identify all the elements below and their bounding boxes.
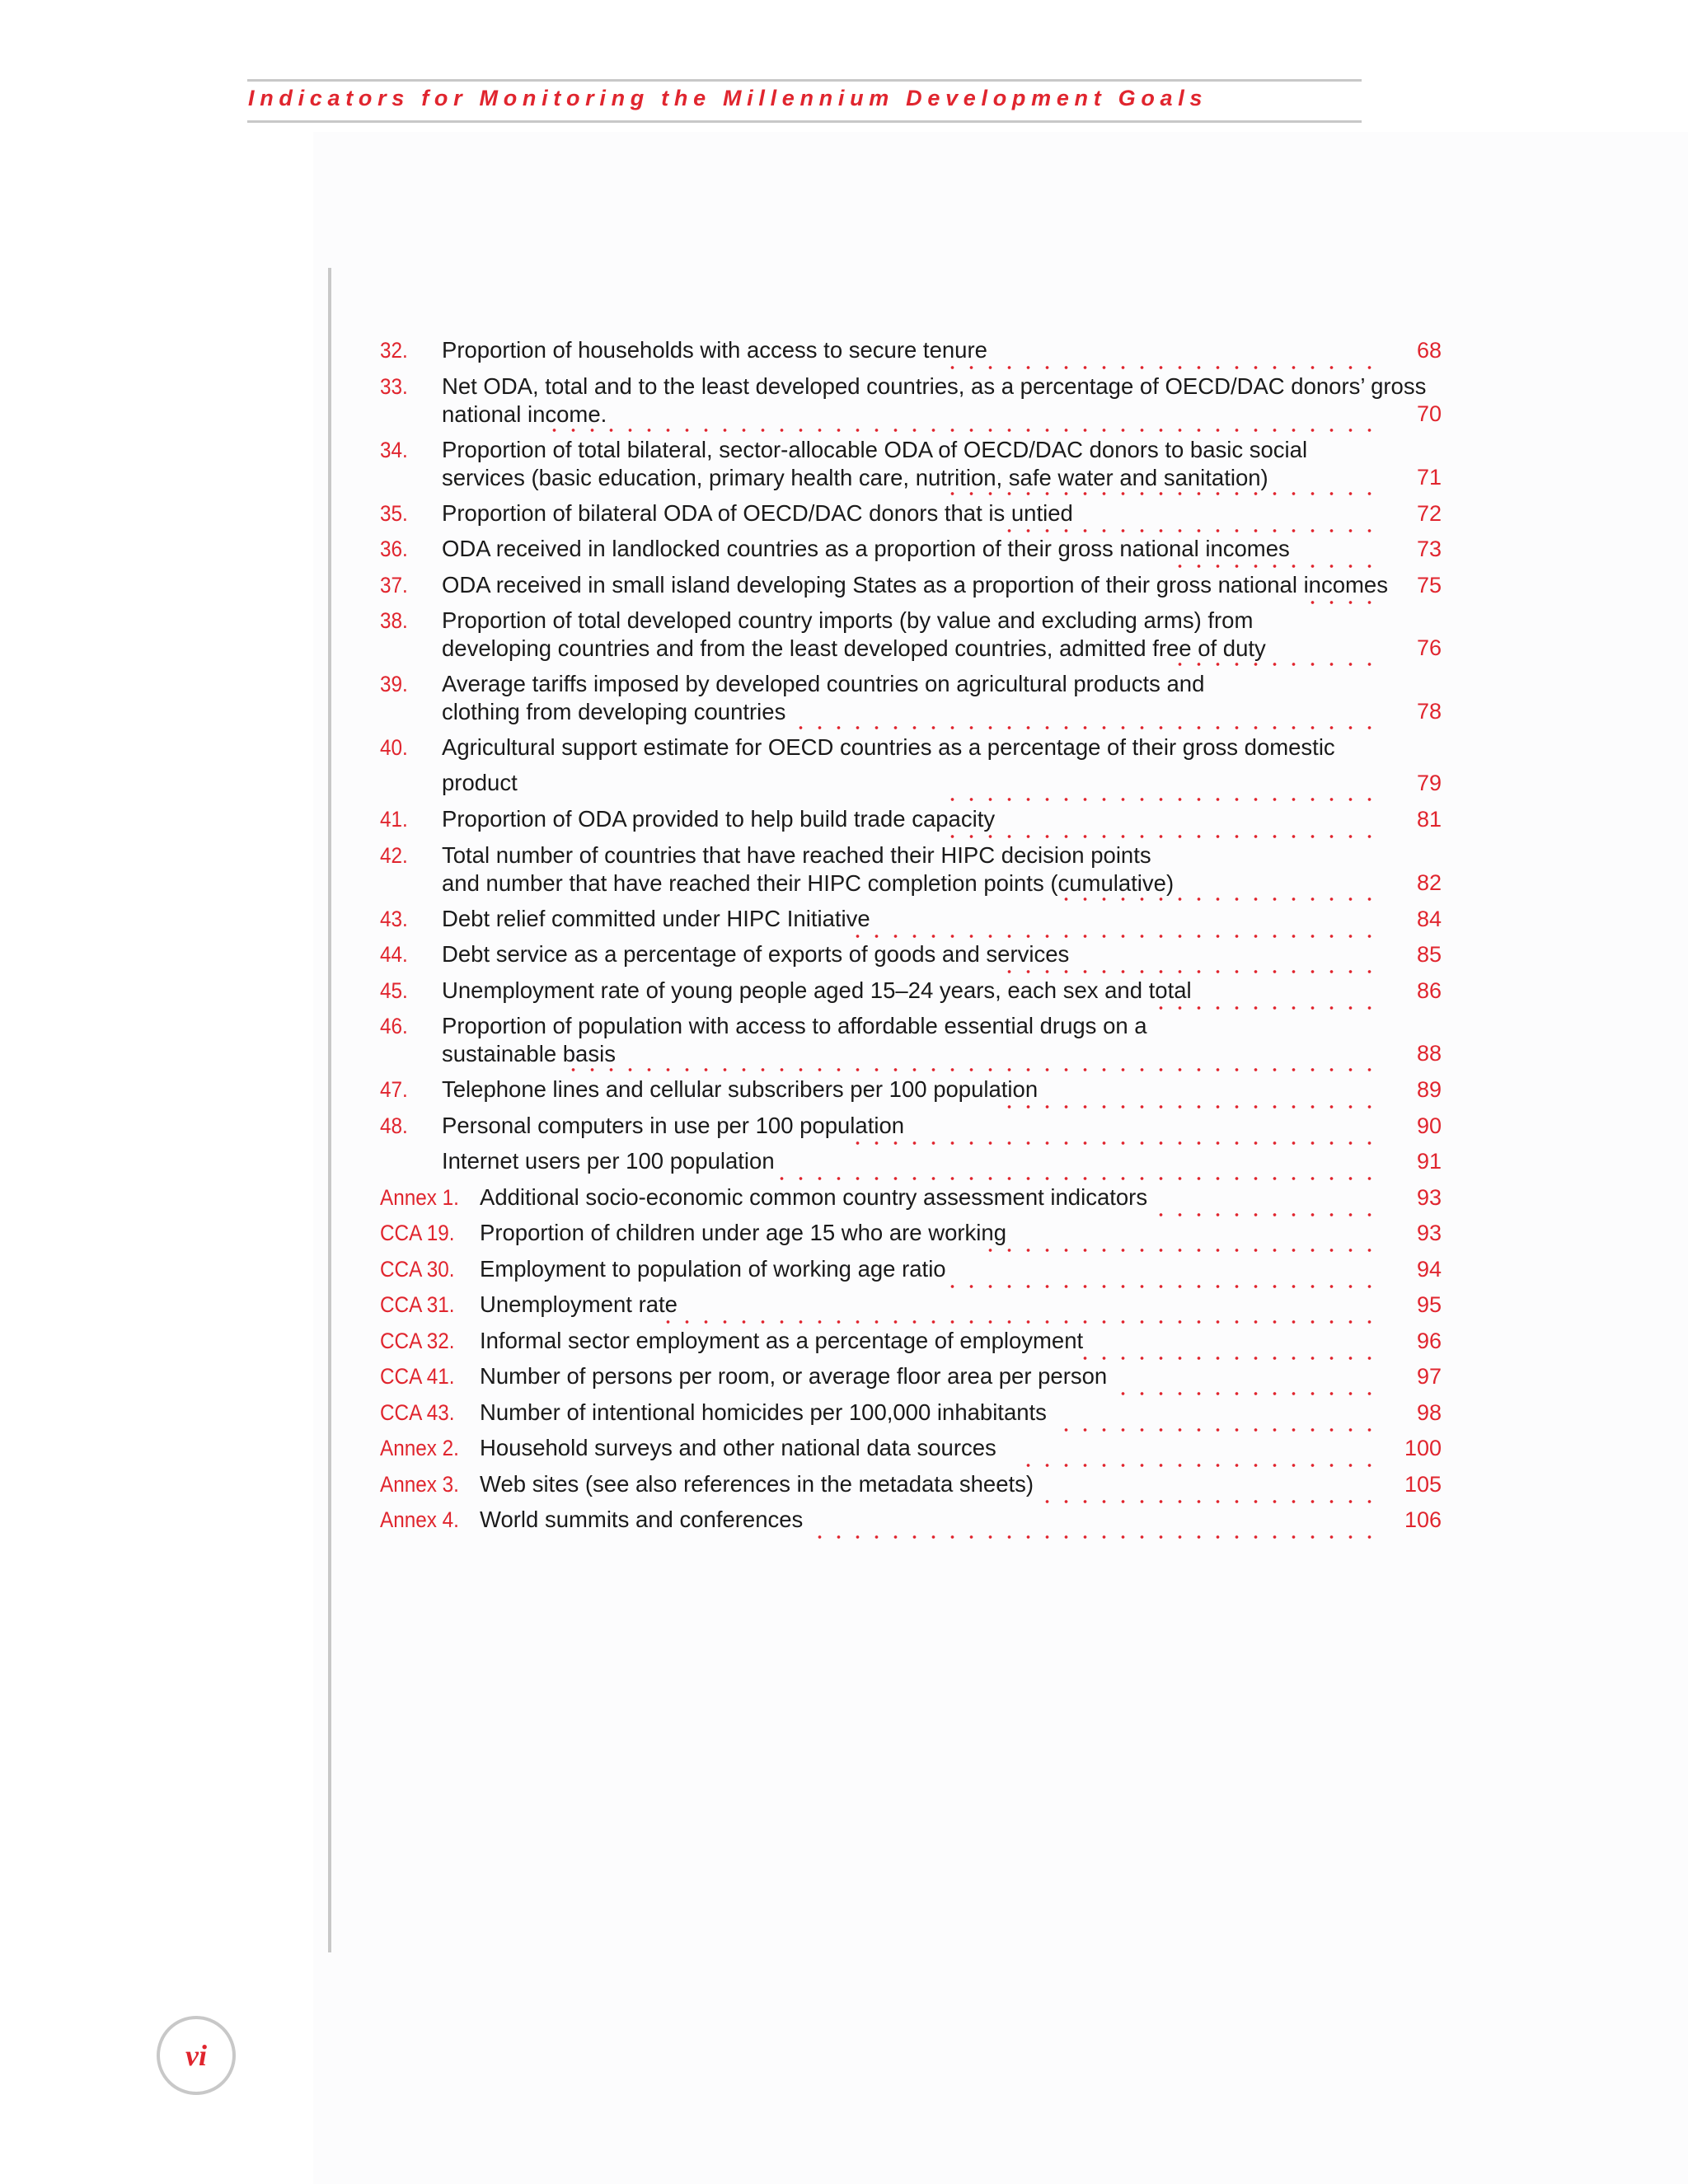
- toc-entry-title: [442, 373, 1427, 429]
- toc-entry-page[interactable]: 76: [1416, 635, 1442, 660]
- toc-entry[interactable]: [380, 436, 1443, 499]
- toc-entry-page[interactable]: 106: [1404, 1507, 1442, 1532]
- toc-entry-number: 43.: [380, 906, 408, 931]
- toc-entry-title: [480, 1183, 1436, 1212]
- toc-entry-page[interactable]: 97: [1416, 1364, 1442, 1389]
- toc-entry-title-line: sustainable basis: [442, 1041, 616, 1066]
- toc-entry[interactable]: [380, 1255, 1443, 1291]
- toc-entry-title: [442, 571, 1398, 599]
- toc-entry-title-line: Unemployment rate of young people aged 15–24 years, each sex and total: [442, 977, 1192, 1003]
- toc-entry-page[interactable]: 81: [1416, 807, 1442, 832]
- toc-entry-title-line: Web sites (see also references in the metadata sheets): [480, 1470, 1034, 1497]
- toc-entry-page[interactable]: 95: [1416, 1292, 1442, 1317]
- toc-entry[interactable]: [380, 535, 1443, 571]
- toc-entry-page[interactable]: 70: [1416, 401, 1442, 426]
- toc-entry-number: 42.: [380, 842, 408, 868]
- toc-entry-title-line: national income.: [442, 401, 607, 427]
- toc-leader-dots: [1169, 565, 1379, 568]
- toc-entry-number: 36.: [380, 537, 408, 561]
- toc-entry-title: [480, 1219, 1436, 1247]
- toc-entry-number: CCA 30.: [380, 1256, 455, 1282]
- toc-entry-page[interactable]: 85: [1416, 942, 1442, 967]
- toc-entry-title-line: ODA received in small island developing States as a proportion of their gross national incomes: [442, 571, 1388, 598]
- toc-leader-dots: [785, 726, 1379, 729]
- toc-entry[interactable]: [380, 1506, 1443, 1542]
- toc-entry-title-line: Proportion of children under age 15 who are working: [480, 1220, 1006, 1245]
- toc-entry-title-line: developing countries and from the least developed countries, admitted free of duty: [442, 635, 1266, 661]
- toc-entry-title: [480, 1291, 1436, 1319]
- toc-entry-page[interactable]: 89: [1416, 1077, 1442, 1102]
- toc-entry-number: 38.: [380, 608, 408, 633]
- toc-leader-dots: [1148, 1213, 1379, 1216]
- toc-leader-dots: [1169, 663, 1379, 666]
- toc-leader-dots: [1074, 1357, 1379, 1360]
- toc-entry-number: Annex 1.: [380, 1184, 459, 1210]
- toc-entry-page[interactable]: 93: [1416, 1184, 1442, 1210]
- toc-entry-title-line: Personal computers in use per 100 population: [442, 1112, 905, 1138]
- toc-entry[interactable]: [380, 977, 1443, 1013]
- toc-entry[interactable]: [380, 670, 1443, 733]
- toc-entry[interactable]: [380, 1147, 1443, 1183]
- toc-entry-title-line: Total number of countries that have reached their HIPC decision points: [442, 841, 1151, 868]
- toc-entry-title: [442, 977, 1398, 1005]
- toc-entry-number: Annex 4.: [380, 1507, 459, 1532]
- toc-entry-number: 33.: [380, 373, 408, 399]
- toc-entry-page[interactable]: 84: [1416, 906, 1442, 931]
- toc-entry-title-line: Informal sector employment as a percentage of employment: [480, 1327, 1084, 1353]
- toc-leader-dots: [1004, 529, 1379, 532]
- toc-entry-title-line: Average tariffs imposed by developed countries on agricultural products and: [442, 671, 1205, 696]
- toc-entry[interactable]: [380, 373, 1443, 436]
- toc-entry[interactable]: [380, 1219, 1443, 1255]
- toc-entry-title-line: Number of persons per room, or average floor area per person: [480, 1363, 1108, 1389]
- toc-entry-title-line: Additional socio-economic common country assessment indicators: [480, 1183, 1148, 1210]
- toc-entry-number: 37.: [380, 572, 408, 598]
- toc-entry[interactable]: [380, 1399, 1443, 1435]
- toc-entry-title: [442, 336, 1398, 364]
- toc-entry-number: 47.: [380, 1077, 408, 1102]
- toc-entry-title-line: Net ODA, total and to the least developed countries, as a percentage of OECD/DAC donors’ gross: [442, 373, 1427, 399]
- toc-entry-page[interactable]: 71: [1416, 464, 1442, 490]
- toc-entry-number: Annex 2.: [380, 1436, 459, 1460]
- toc-entry-title-line: Proportion of ODA provided to help build trade capacity: [442, 806, 996, 832]
- toc-entry-title: [442, 1076, 1398, 1104]
- toc-entry-number: CCA 19.: [380, 1221, 455, 1245]
- toc-entry-title-line: Unemployment rate: [480, 1291, 678, 1317]
- toc-entry-title: [480, 1506, 1436, 1534]
- toc-entry-title-line: Proportion of bilateral ODA of OECD/DAC donors that is untied: [442, 499, 1073, 526]
- toc-entry-title: [480, 1470, 1436, 1498]
- toc-entry-page[interactable]: 75: [1416, 572, 1442, 598]
- toc-entry-title-line: services (basic education, primary health care, nutrition, safe water and sanitation): [442, 464, 1268, 490]
- toc-entry-title: [442, 436, 1398, 492]
- toc-entry-title-line: Proportion of total bilateral, sector-allocable ODA of OECD/DAC donors to basic social: [442, 436, 1308, 462]
- toc-entry-title-line: Number of intentional homicides per 100,000 inhabitants: [480, 1399, 1047, 1425]
- toc-entry-title: [442, 805, 1398, 833]
- toc-leader-dots: [942, 492, 1379, 495]
- toc-entry-title-line: product: [442, 770, 518, 795]
- toc-entry[interactable]: [380, 905, 1443, 941]
- toc-entry-title-line: and number that have reached their HIPC completion points (cumulative): [442, 869, 1175, 896]
- toc-entry-number: 40.: [380, 735, 408, 760]
- toc-entry-title: [442, 499, 1398, 527]
- toc-entry-page[interactable]: 93: [1416, 1221, 1442, 1245]
- toc-entry-title: [442, 733, 1398, 797]
- toc-entry[interactable]: [380, 1112, 1443, 1148]
- margin-rule: [328, 268, 331, 1952]
- running-title: Indicators for Monitoring the Millennium Development Goals: [248, 86, 1208, 110]
- toc-leader-dots: [1305, 601, 1379, 604]
- toc-entry-title: [442, 905, 1398, 933]
- toc-entry-number: CCA 32.: [380, 1328, 455, 1353]
- toc-entry-title: [442, 670, 1398, 726]
- toc-entry[interactable]: [380, 607, 1443, 670]
- toc-entry-page[interactable]: 88: [1416, 1041, 1442, 1066]
- toc-entry-number: 32.: [380, 338, 408, 363]
- toc-leader-dots: [1107, 1392, 1379, 1395]
- toc-entry-title-line: Household surveys and other national data sources: [480, 1435, 996, 1460]
- toc-entry[interactable]: [380, 1012, 1443, 1076]
- toc-entry-title-line: Employment to population of working age ratio: [480, 1255, 946, 1282]
- toc-leader-dots: [769, 1177, 1379, 1180]
- table-of-contents: [380, 336, 1443, 1542]
- toc-entry-number: 39.: [380, 672, 408, 696]
- toc-entry-title: [442, 535, 1398, 563]
- toc-leader-dots: [1000, 970, 1379, 973]
- toc-entry-page[interactable]: 72: [1416, 500, 1442, 526]
- toc-entry-page[interactable]: 96: [1416, 1328, 1442, 1353]
- toc-entry-number: Annex 3.: [380, 1471, 459, 1497]
- toc-entry-number: 34.: [380, 437, 408, 462]
- toc-entry-title-line: clothing from developing countries: [442, 699, 786, 724]
- toc-entry-title: [480, 1255, 1436, 1283]
- toc-leader-dots: [563, 1068, 1379, 1071]
- toc-leader-dots: [810, 1535, 1379, 1539]
- toc-leader-dots: [662, 1320, 1379, 1324]
- toc-entry-title: [480, 1327, 1436, 1355]
- toc-entry[interactable]: [380, 1362, 1443, 1399]
- toc-entry-page[interactable]: 68: [1416, 338, 1442, 363]
- toc-entry-page[interactable]: 105: [1404, 1471, 1442, 1497]
- toc-entry-title: [442, 607, 1398, 663]
- toc-entry-page[interactable]: 82: [1416, 869, 1442, 895]
- toc-entry-number: 48.: [380, 1113, 408, 1138]
- toc-entry-number: 44.: [380, 942, 408, 967]
- toc-entry-title-line: Internet users per 100 population: [442, 1148, 775, 1174]
- toc-entry-title-line: Proportion of total developed country imports (by value and excluding arms) from: [442, 607, 1254, 633]
- toc-entry-title: [480, 1434, 1436, 1462]
- toc-entry-page[interactable]: 78: [1416, 699, 1442, 724]
- toc-entry-page[interactable]: 94: [1416, 1256, 1442, 1282]
- toc-entry-number: CCA 41.: [380, 1364, 455, 1389]
- page-folio: vi: [157, 2016, 236, 2095]
- toc-entry[interactable]: [380, 571, 1443, 607]
- toc-entry[interactable]: [380, 499, 1443, 536]
- toc-entry-title: [442, 1112, 1398, 1140]
- toc-entry-number: CCA 31.: [380, 1292, 455, 1317]
- toc-entry-title-line: Telephone lines and cellular subscribers per 100 population: [442, 1076, 1039, 1102]
- toc-leader-dots: [1016, 1464, 1379, 1467]
- toc-leader-dots: [1057, 1428, 1379, 1432]
- toc-entry[interactable]: [380, 1076, 1443, 1112]
- toc-leader-dots: [1033, 1500, 1379, 1503]
- toc-entry-number: 46.: [380, 1014, 408, 1038]
- toc-leader-dots: [1148, 1006, 1379, 1010]
- toc-entry-page[interactable]: 90: [1416, 1113, 1442, 1138]
- toc-entry[interactable]: [380, 1291, 1443, 1327]
- toc-entry-page[interactable]: 91: [1416, 1149, 1442, 1174]
- toc-entry-title: [480, 1362, 1436, 1390]
- toc-entry-page[interactable]: 98: [1416, 1399, 1442, 1425]
- toc-entry[interactable]: [380, 805, 1443, 841]
- toc-leader-dots: [1000, 1105, 1379, 1108]
- toc-entry-page[interactable]: 79: [1416, 771, 1442, 795]
- toc-entry-title-line: ODA received in landlocked countries as a proportion of their gross national incomes: [442, 536, 1290, 561]
- toc-leader-dots: [942, 835, 1379, 838]
- toc-entry[interactable]: [380, 1470, 1443, 1507]
- toc-entry-title-line: Agricultural support estimate for OECD countries as a percentage of their gross domestic: [442, 734, 1335, 760]
- toc-entry-title-line: Proportion of households with access to secure tenure: [442, 337, 987, 363]
- toc-entry-title: [480, 1399, 1436, 1427]
- toc-entry[interactable]: [380, 841, 1443, 905]
- toc-entry-number: CCA 43.: [380, 1399, 455, 1425]
- toc-entry-title: [442, 841, 1398, 898]
- toc-leader-dots: [851, 1141, 1379, 1145]
- toc-entry[interactable]: [380, 336, 1443, 373]
- toc-leader-dots: [942, 798, 1379, 801]
- toc-entry-number: 41.: [380, 807, 408, 832]
- toc-entry-title: [442, 1012, 1398, 1068]
- toc-entry[interactable]: [380, 1327, 1443, 1363]
- header-rule-bottom: [247, 120, 1362, 123]
- toc-entry-title-line: Debt relief committed under HIPC Initiative: [442, 905, 870, 931]
- toc-entry-title: [442, 1147, 1398, 1175]
- toc-entry-number: 45.: [380, 977, 408, 1003]
- toc-entry-number: 35.: [380, 500, 408, 526]
- toc-entry-page[interactable]: 100: [1404, 1436, 1442, 1460]
- toc-entry[interactable]: [380, 1183, 1443, 1220]
- toc-leader-dots: [942, 1285, 1379, 1288]
- toc-entry-title: [442, 940, 1398, 968]
- toc-entry[interactable]: [380, 940, 1443, 977]
- toc-entry-page[interactable]: 86: [1416, 977, 1442, 1003]
- toc-entry[interactable]: [380, 1434, 1443, 1470]
- toc-leader-dots: [546, 429, 1379, 432]
- toc-entry-title-line: World summits and conferences: [480, 1507, 804, 1532]
- header-rule-top: [247, 79, 1362, 82]
- toc-entry-title-line: Proportion of population with access to affordable essential drugs on a: [442, 1013, 1147, 1038]
- toc-leader-dots: [851, 935, 1379, 938]
- toc-leader-dots: [942, 366, 1379, 369]
- toc-entry-title-line: Debt service as a percentage of exports of goods and services: [442, 941, 1070, 967]
- toc-entry-page[interactable]: 73: [1416, 537, 1442, 561]
- toc-leader-dots: [1057, 898, 1379, 901]
- toc-entry[interactable]: [380, 733, 1443, 805]
- toc-leader-dots: [983, 1249, 1379, 1252]
